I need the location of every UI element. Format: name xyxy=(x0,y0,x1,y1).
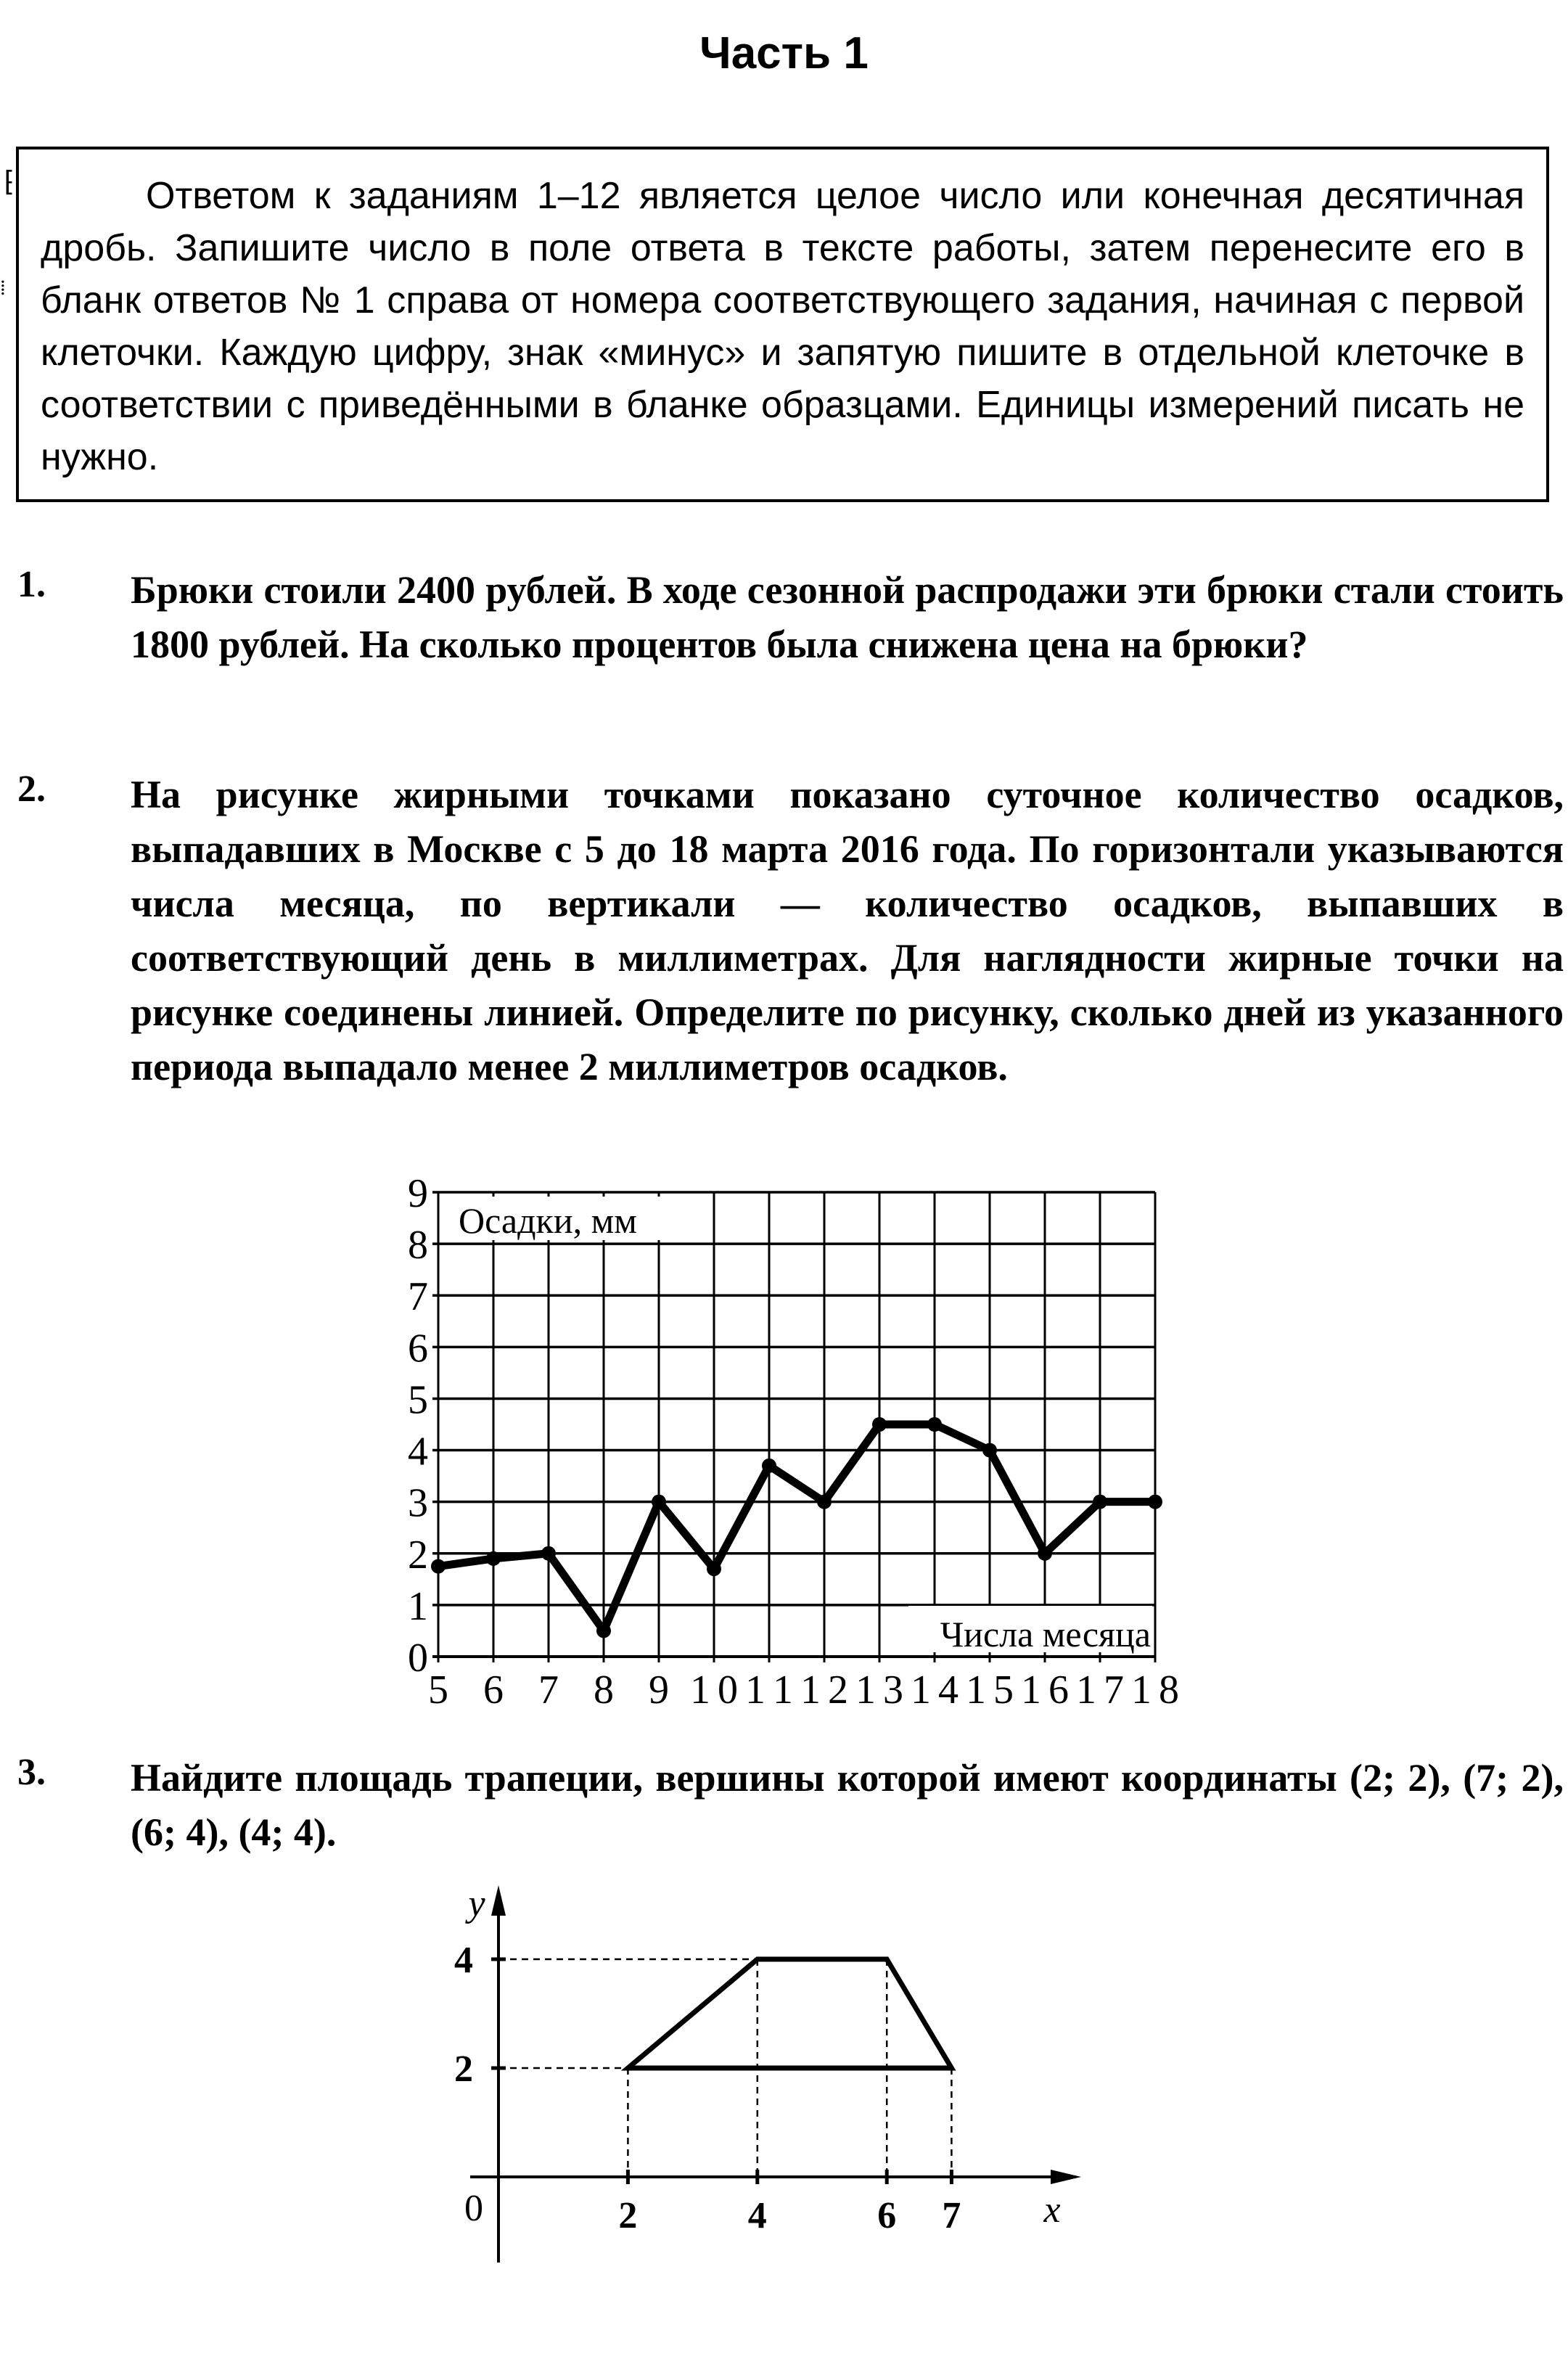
data-point xyxy=(431,1559,446,1574)
x-tick-label: 6 xyxy=(877,2195,897,2236)
y-tick-label: 4 xyxy=(408,1429,428,1474)
x-tick-label: 13 xyxy=(855,1668,903,1712)
x-axis-arrow xyxy=(1051,2170,1081,2184)
data-point xyxy=(486,1551,501,1566)
y-tick-label: 6 xyxy=(408,1326,428,1371)
data-point xyxy=(1148,1495,1162,1509)
trapezoid-figure xyxy=(454,1883,1081,2263)
y-tick-label: 2 xyxy=(408,1532,428,1578)
data-point xyxy=(1093,1495,1107,1509)
task-number: 3. xyxy=(17,1752,46,1793)
x-tick-label: 6 xyxy=(483,1668,504,1712)
data-point xyxy=(982,1443,997,1458)
data-point xyxy=(596,1623,611,1638)
y-tick-label: 2 xyxy=(454,2048,473,2090)
data-point xyxy=(872,1417,887,1432)
x-tick-label: 16 xyxy=(1021,1668,1069,1712)
x-tick-label: 7 xyxy=(942,2195,961,2236)
x-tick-label: 2 xyxy=(618,2195,638,2236)
x-axis-label: Числа месяца xyxy=(940,1614,1151,1654)
origin-label: 0 xyxy=(464,2188,483,2229)
y-tick-label: 9 xyxy=(408,1171,428,1216)
x-tick-label: 7 xyxy=(538,1668,559,1712)
x-tick-label: 8 xyxy=(594,1668,614,1712)
y-tick-label: 5 xyxy=(408,1377,428,1423)
y-tick-label: 8 xyxy=(408,1223,428,1268)
trapezoid-shape xyxy=(628,1959,951,2068)
series-line xyxy=(438,1424,1155,1630)
x-tick-label: 17 xyxy=(1076,1668,1124,1712)
x-tick-label: 4 xyxy=(747,2195,767,2236)
x-tick-label: 14 xyxy=(911,1668,959,1712)
part-title: Часть 1 xyxy=(699,28,869,78)
instructions-text: Ответом к заданиям 1–12 является целое число или конечная десятичная дробь. Запишите число в поле ответа в тексте работы, затем перенесите его в бланк ответов № 1 справа от номера соответствующего задания, начиная с первой клеточки. Каждую цифру, знак «минус» и запятую пишите в отдельной клеточке в соответствии с приведёнными в бланке образцами. Единицы измерений писать не нужно. xyxy=(41,175,1524,478)
data-point xyxy=(707,1562,721,1576)
y-axis-arrow xyxy=(491,1885,506,1916)
x-tick-label: 18 xyxy=(1131,1668,1179,1712)
y-axis-label: y xyxy=(468,1883,485,1924)
task-text: На рисунке жирными точками показано суточное количество осадков, выпадавших в Москве с 5 до 18 марта 2016 года. По горизонтали указываются числа месяца, по вертикали — количество осадков, выпавших в соответствующий день в миллиметрах. Для наглядности жирные точки на рисунке соединены линией. Определите по рисунку, сколько дней из указанного периода выпадало менее 2 миллиметров осадков. xyxy=(131,773,1564,1088)
data-point xyxy=(927,1417,942,1432)
precipitation-chart xyxy=(408,1171,1179,1712)
task-text: Брюки стоили 2400 рублей. В ходе сезонной распродажи эти брюки стали стоить 1800 рублей. На сколько процентов была снижена цена на брюки? xyxy=(131,568,1564,666)
y-tick-label: 7 xyxy=(408,1274,428,1320)
x-tick-label: 10 xyxy=(690,1668,738,1712)
y-axis-label: Осадки, мм xyxy=(459,1200,637,1241)
x-tick-label: 12 xyxy=(800,1668,848,1712)
x-tick-label: 15 xyxy=(966,1668,1014,1712)
data-point xyxy=(541,1546,556,1561)
x-tick-label: 5 xyxy=(428,1668,448,1712)
data-point xyxy=(762,1459,776,1473)
x-axis-label: x xyxy=(1043,2189,1061,2231)
x-tick-label: 11 xyxy=(745,1668,793,1712)
data-point xyxy=(652,1495,666,1509)
task-text: Найдите площадь трапеции, вершины которой имеют координаты (2; 2), (7; 2), (6; 4), (4; 4). xyxy=(131,1756,1564,1854)
task-number: 2. xyxy=(17,768,46,810)
y-tick-label: 1 xyxy=(408,1583,428,1629)
x-tick-label: 9 xyxy=(649,1668,669,1712)
y-tick-label: 3 xyxy=(408,1480,428,1526)
margin-bracket-mark: ⁅ xyxy=(0,165,17,197)
data-point xyxy=(1038,1546,1052,1561)
task-number: 1. xyxy=(17,564,46,605)
y-tick-label: 4 xyxy=(454,1940,473,1981)
margin-dots-mark: ⁞ xyxy=(0,276,6,300)
y-tick-label: 0 xyxy=(408,1636,428,1681)
data-point xyxy=(817,1495,832,1509)
